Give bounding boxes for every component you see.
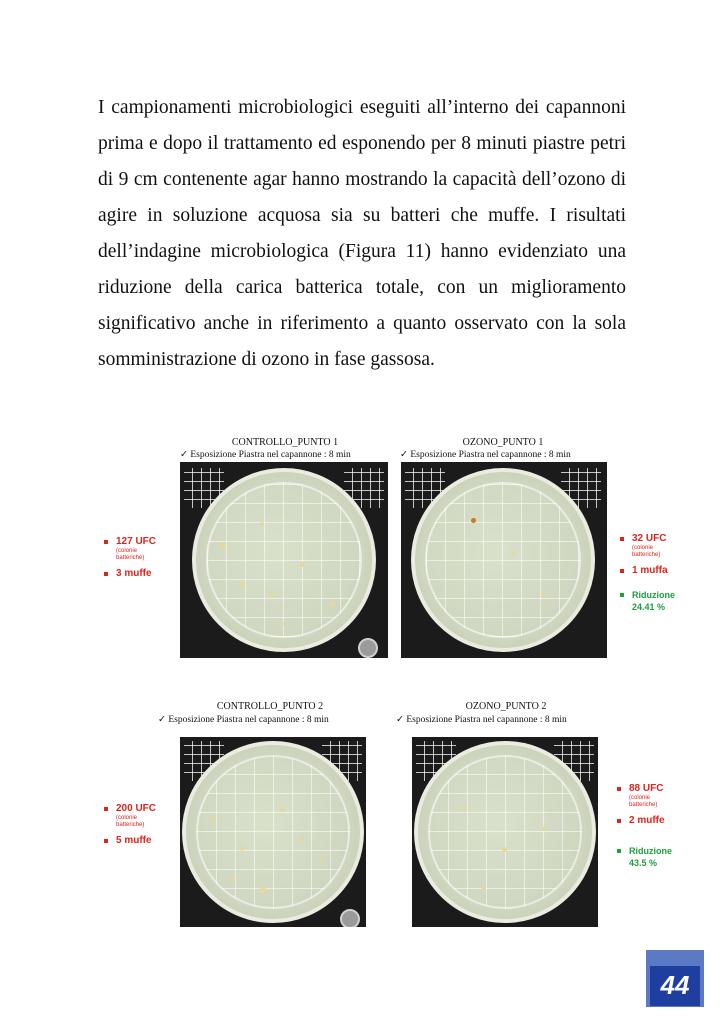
ufc-stat	[620, 533, 675, 559]
muffe-value: 3 muffe	[116, 568, 152, 579]
ufc-note: (colonie	[116, 548, 138, 554]
ufc-value: 200 UFC	[116, 803, 157, 814]
riduzione-stat	[617, 845, 672, 869]
ufc-note: batteriche)	[629, 802, 658, 808]
panel-subtitle-controllo-1: ✓ Esposizione Piastra nel capannone : 8 min	[180, 450, 351, 460]
stats-controllo-1	[104, 536, 156, 580]
muffe-value: 5 muffe	[116, 835, 152, 846]
ufc-value: 32 UFC	[632, 533, 667, 544]
page-number-badge	[646, 950, 704, 1007]
petri-photo-ozono-1	[401, 462, 607, 658]
panel-title-ozono-2: OZONO_PUNTO 2	[465, 701, 547, 712]
muffe-stat	[620, 565, 675, 577]
ufc-stat	[104, 803, 156, 829]
muffe-stat	[104, 835, 156, 847]
panel-title-controllo-1: CONTROLLO_PUNTO 1	[231, 437, 339, 448]
page-number: 44	[650, 966, 700, 1006]
ufc-stat	[617, 783, 672, 809]
riduzione-value: 43.5 %	[629, 858, 658, 868]
body-paragraph: I campionamenti microbiologici eseguiti all’interno dei capannoni prima e dopo il trattamento ed esponendo per 8 minuti piastre petri di 9 cm contenente agar hanno mostrando la capacità dell’ozono di agire in soluzione acquosa sia su batteri che muffe. I risultati dell’indagine microbiologica (Figura 11) hanno evidenziato una riduzione della carica batterica totale, con un miglioramento significativo anche in riferimento a quanto osservato con la sola somministrazione di ozono in fase gassosa.	[98, 97, 626, 370]
petri-photo-controllo-1	[180, 462, 388, 658]
ufc-value: 88 UFC	[629, 783, 664, 794]
riduzione-stat	[620, 589, 675, 613]
ufc-note: (colonie	[629, 795, 651, 801]
riduzione-label: Riduzione	[629, 846, 672, 856]
muffe-value: 1 muffa	[632, 565, 668, 576]
panel-title-ozono-1: OZONO_PUNTO 1	[462, 437, 544, 448]
muffe-value: 2 muffe	[629, 815, 665, 826]
riduzione-value: 24.41 %	[632, 602, 666, 612]
panel-subtitle-ozono-1: ✓ Esposizione Piastra nel capannone : 8 min	[400, 450, 571, 460]
muffe-stat	[104, 568, 156, 580]
petri-photo-controllo-2	[180, 737, 366, 927]
ufc-note: (colonie	[116, 815, 138, 821]
riduzione-label: Riduzione	[632, 590, 675, 600]
ufc-stat	[104, 536, 156, 562]
stats-ozono-2	[617, 783, 672, 869]
panel-subtitle-ozono-2: ✓ Esposizione Piastra nel capannone : 8 min	[396, 715, 567, 725]
stats-ozono-1	[620, 533, 675, 613]
ufc-note: batteriche)	[632, 552, 661, 558]
ufc-value: 127 UFC	[116, 536, 157, 547]
ufc-note: batteriche)	[116, 555, 145, 561]
stats-controllo-2	[104, 803, 156, 847]
panel-subtitle-controllo-2: ✓ Esposizione Piastra nel capannone : 8 min	[158, 715, 329, 725]
ufc-note: (colonie	[632, 545, 654, 551]
ufc-note: batteriche)	[116, 822, 145, 828]
panel-title-controllo-2: CONTROLLO_PUNTO 2	[216, 701, 324, 712]
petri-photo-ozono-2	[412, 737, 598, 927]
muffe-stat	[617, 815, 672, 827]
